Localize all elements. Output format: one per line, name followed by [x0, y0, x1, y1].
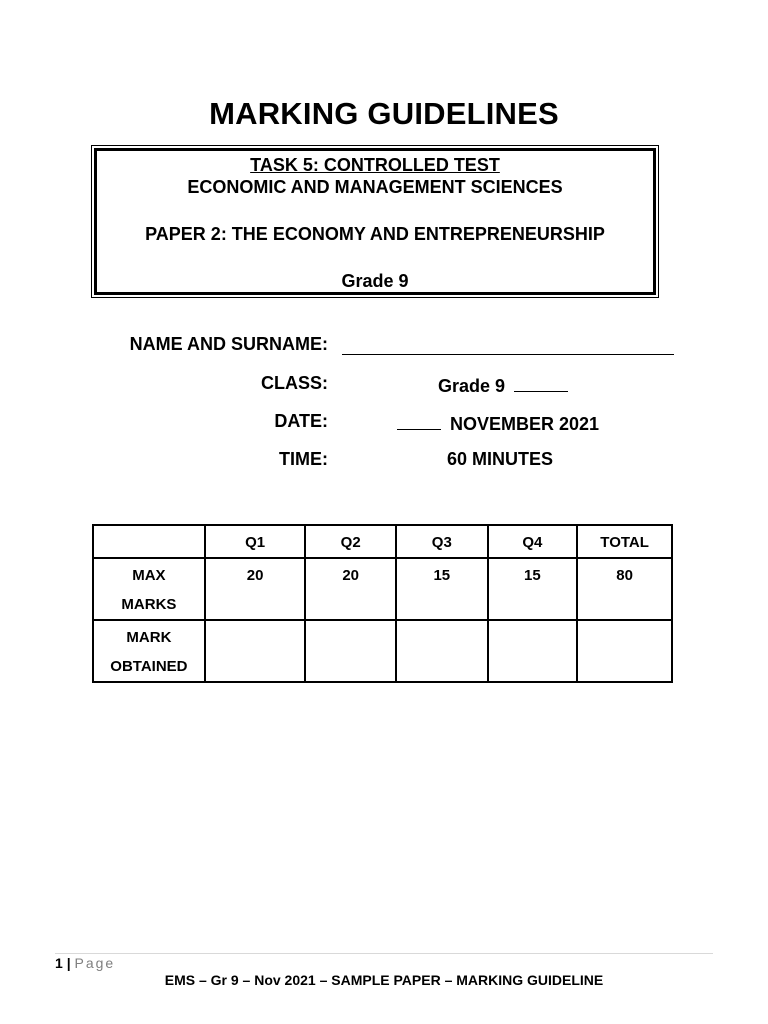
- name-surname-field[interactable]: [342, 334, 674, 360]
- max-marks-q3: 15: [396, 558, 488, 620]
- footer-page-number: [55, 955, 115, 971]
- paper-title: PAPER 2: THE ECONOMY AND ENTREPRENEURSHIP: [145, 224, 605, 244]
- mark-obtained-q3[interactable]: [396, 620, 488, 682]
- header-cell-empty: [93, 525, 205, 558]
- header-cell-q4: Q4: [488, 525, 578, 558]
- marks-table-header-row: [93, 525, 672, 558]
- page-label: Page: [74, 955, 116, 971]
- mark-obtained-q1[interactable]: [205, 620, 306, 682]
- row-label-line: MARKS: [121, 596, 177, 613]
- task-title: TASK 5: CONTROLLED TEST: [250, 155, 500, 175]
- page-separator: |: [66, 955, 71, 971]
- subject-name: ECONOMIC AND MANAGEMENT SCIENCES: [187, 177, 563, 197]
- page-number: 1: [55, 955, 63, 971]
- footer-divider: [55, 953, 713, 954]
- row-label-mark-obtained: [93, 620, 205, 682]
- mark-obtained-total[interactable]: [577, 620, 672, 682]
- table-row-mark-obtained: [93, 620, 672, 682]
- max-marks-total: 80: [577, 558, 672, 620]
- marks-table: [92, 524, 673, 683]
- class-value: Grade 9: [438, 376, 506, 396]
- max-marks-q1: 20: [205, 558, 306, 620]
- max-marks-q2: 20: [305, 558, 396, 620]
- class-field: [438, 373, 568, 397]
- header-cell-q3: Q3: [396, 525, 488, 558]
- class-blank[interactable]: [514, 373, 568, 392]
- date-day-blank[interactable]: [397, 411, 441, 430]
- mark-obtained-q4[interactable]: [488, 620, 578, 682]
- row-label-line: OBTAINED: [110, 658, 188, 675]
- time-value: 60 MINUTES: [447, 449, 554, 469]
- header-cell-q2: Q2: [305, 525, 396, 558]
- time-label: TIME:: [279, 449, 328, 469]
- date-label: DATE:: [274, 411, 328, 431]
- header-cell-q1: Q1: [205, 525, 306, 558]
- task-info-box-inner: [94, 148, 656, 295]
- name-surname-blank[interactable]: [342, 334, 674, 355]
- max-marks-q4: 15: [488, 558, 578, 620]
- row-label-line: MAX: [132, 567, 166, 584]
- header-cell-total: TOTAL: [577, 525, 672, 558]
- footer-text: EMS – Gr 9 – Nov 2021 – SAMPLE PAPER – MARKING GUIDELINE: [164, 972, 604, 988]
- class-label: CLASS:: [261, 373, 328, 393]
- task-info-box: [91, 145, 659, 298]
- row-label-line: MARK: [126, 629, 172, 646]
- row-label-max-marks: [93, 558, 205, 620]
- page-title: MARKING GUIDELINES: [209, 96, 559, 131]
- mark-obtained-q2[interactable]: [305, 620, 396, 682]
- grade-label: Grade 9: [341, 271, 409, 291]
- date-field: [397, 411, 599, 435]
- name-surname-label: NAME AND SURNAME:: [129, 334, 328, 354]
- date-value: NOVEMBER 2021: [450, 414, 600, 434]
- table-row-max-marks: [93, 558, 672, 620]
